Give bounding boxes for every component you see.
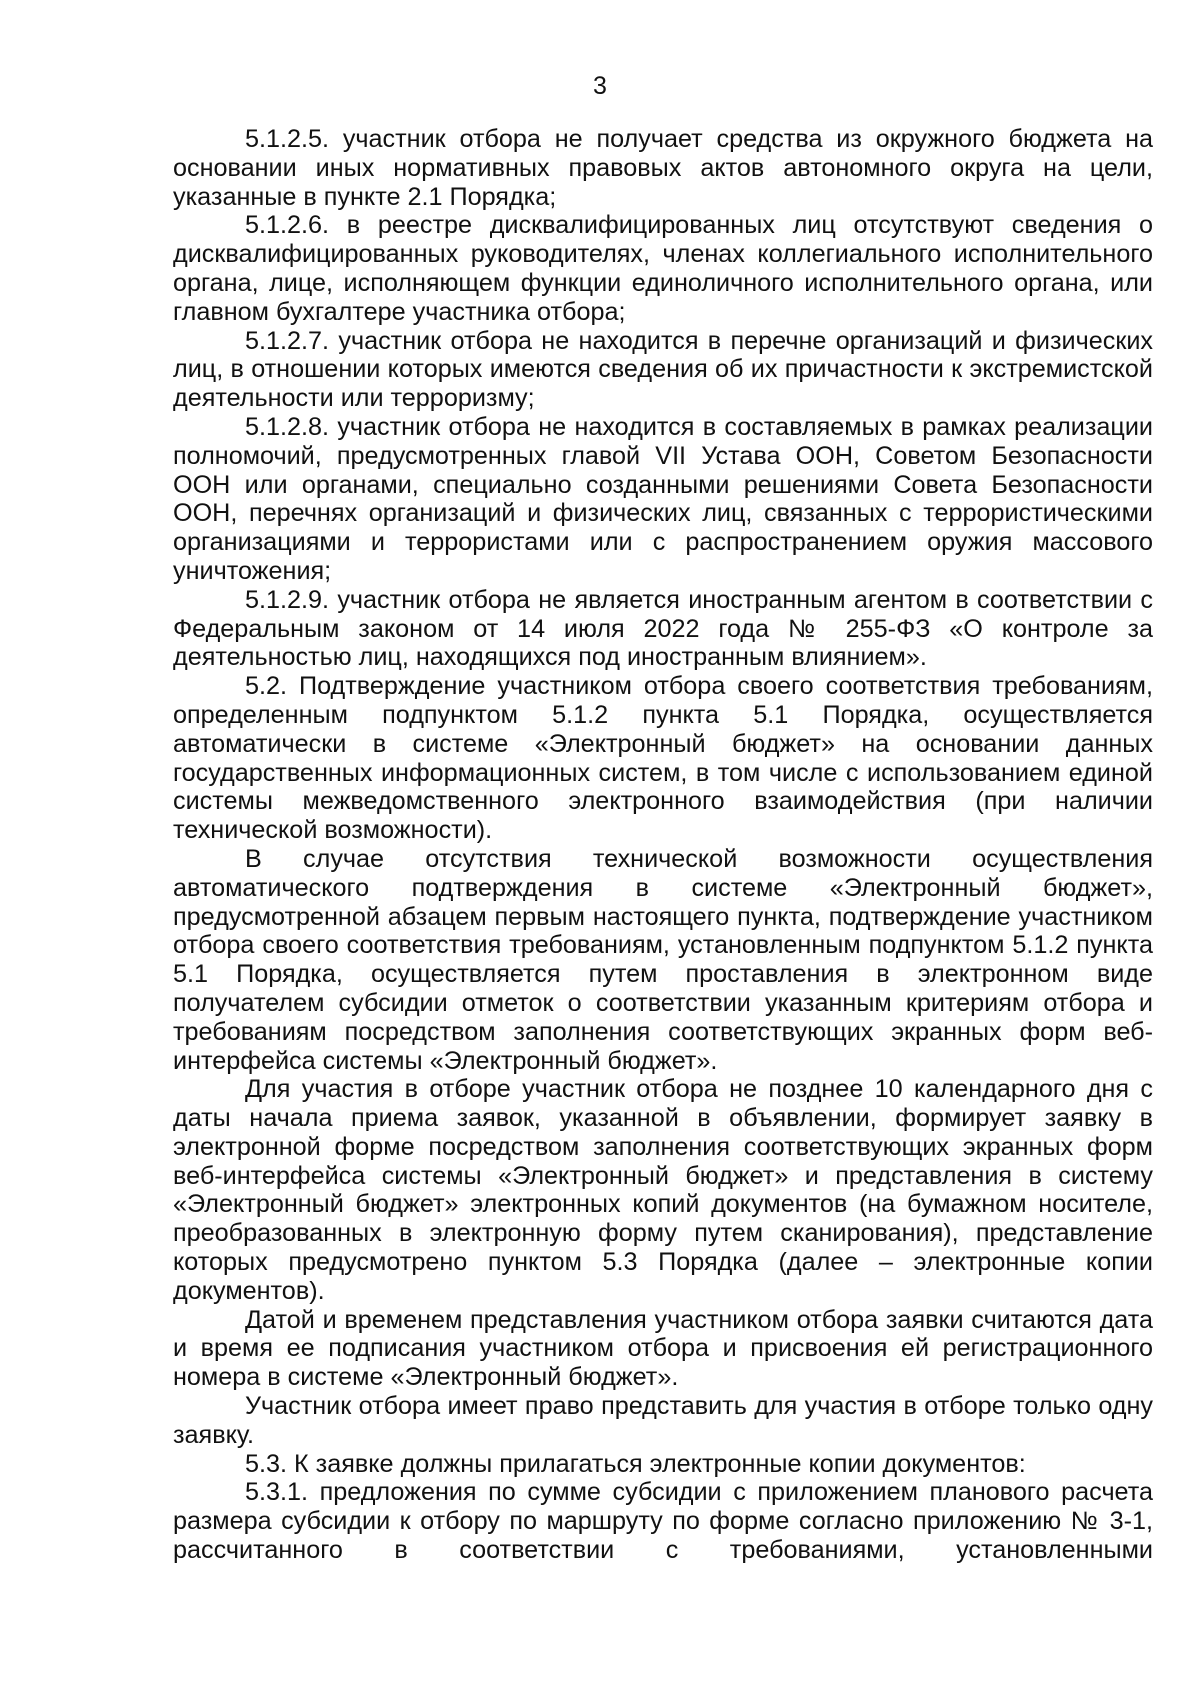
paragraph-5-2: 5.2. Подтверждение участником отбора своего соответствия требованиям, определенным подпунктом 5.1.2 пункта 5.1 Порядка, осуществляется автоматически в системе «Электронный бюджет» на основании данных государственных информационных систем, в том числе с использованием единой системы межведомственного электронного взаимодействия (при наличии технической возможности). (173, 672, 1153, 845)
paragraph-5-1-2-6: 5.1.2.6. в реестре дисквалифицированных лиц отсутствуют сведения о дисквалифицированных руководителях, членах коллегиального исполнительного органа, лице, исполняющем функции единоличного исполнительного органа, или главном бухгалтере участника отбора; (173, 211, 1153, 326)
page-number: 3 (593, 72, 607, 100)
document-body (173, 125, 1153, 1565)
paragraph-single-application: Участник отбора имеет право представить для участия в отборе только одну заявку. (173, 1392, 1153, 1449)
paragraph-5-1-2-5: 5.1.2.5. участник отбора не получает средства из окружного бюджета на основании иных нормативных правовых актов автономного округа на цели, указанные в пункте 2.1 Порядка; (173, 125, 1153, 211)
paragraph-5-2-no-auto-confirmation: В случае отсутствия технической возможности осуществления автоматического подтверждения в системе «Электронный бюджет», предусмотренной абзацем первым настоящего пункта, подтверждение участником отбора своего соответствия требованиям, установленным подпунктом 5.1.2 пункта 5.1 Порядка, осуществляется путем проставления в электронном виде получателем субсидии отметок о соответствии указанным критериям отбора и требованиям посредством заполнения соответствующих экранных форм веб-интерфейса системы «Электронный бюджет». (173, 844, 1153, 1075)
paragraph-application-submission: Для участия в отборе участник отбора не позднее 10 календарного дня с даты начала приема заявок, указанной в объявлении, формирует заявку в электронной форме посредством заполнения соответствующих экранных форм веб-интерфейса системы «Электронный бюджет» и представления в систему «Электронный бюджет» электронных копий документов (на бумажном носителе, преобразованных в электронную форму путем сканирования), представление которых предусмотрено пунктом 5.3 Порядка (далее – электронные копии документов). (173, 1075, 1153, 1305)
paragraph-5-3: 5.3. К заявке должны прилагаться электронные копии документов: (245, 1449, 1026, 1478)
paragraph-submission-date: Датой и временем представления участником отбора заявки считаются дата и время ее подписания участником отбора и присвоения ей регистрационного номера в системе «Электронный бюджет». (173, 1305, 1153, 1392)
paragraph-5-1-2-7: 5.1.2.7. участник отбора не находится в перечне организаций и физических лиц, в отношении которых имеются сведения об их причастности к экстремистской деятельности или терроризму; (173, 326, 1153, 413)
paragraph-5-3-1: 5.3.1. предложения по сумме субсидии с приложением планового расчета размера субсидии к отбору по маршруту по форме согласно приложению № 3-1, рассчитанного в соответствии с требованиями, установленными (173, 1478, 1153, 1565)
paragraph-5-1-2-8: 5.1.2.8. участник отбора не находится в составляемых в рамках реализации полномочий, предусмотренных главой VII Устава ООН, Советом Безопасности ООН или органами, специально созданными решениями Совета Безопасности ООН, перечнях организаций и физических лиц, связанных с террористическими организациями и террористами или с распространением оружия массового уничтожения; (173, 412, 1153, 585)
paragraph-5-1-2-9: 5.1.2.9. участник отбора не является иностранным агентом в соответствии с Федеральным законом от 14 июля 2022 года № 255-ФЗ «О контроле за деятельностью лиц, находящихся под иностранным влиянием». (173, 585, 1153, 672)
